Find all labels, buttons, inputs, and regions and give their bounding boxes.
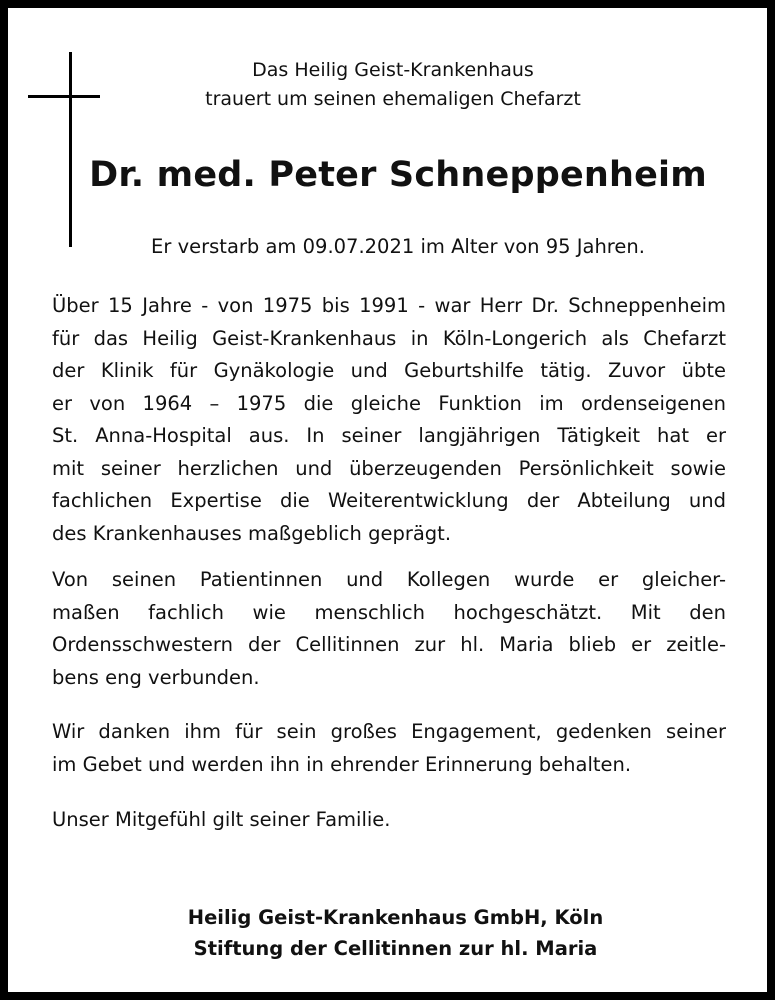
text-line: Über 15 Jahre - von 1975 bis 1991 - war Herr Dr. Schneppenheim <box>52 294 726 317</box>
text-line: Wir danken ihm für sein großes Engagement, gedenken seiner <box>52 720 726 743</box>
paragraph-career <box>52 290 726 550</box>
signature-line-1: Heilig Geist-Krankenhaus GmbH, Köln <box>187 906 604 929</box>
paragraph-esteem <box>52 564 726 694</box>
text-line: im Gebet und werden ihn in ehrender Erinnerung behalten. <box>52 752 632 776</box>
paragraph-thanks <box>52 716 726 781</box>
text-line: fachlichen Expertise die Weiterentwicklung der Abteilung und <box>52 489 726 512</box>
text-line: der Klinik für Gynäkologie und Geburtshilfe tätig. Zuvor übte <box>52 359 726 382</box>
text-line: er von 1964 – 1975 die gleiche Funktion im ordenseigenen <box>52 391 726 415</box>
text-line: mit seiner herzlichen und überzeugenden Persönlichkeit sowie <box>52 456 726 480</box>
text-line: maßen fachlich wie menschlich hochgeschätzt. Mit den <box>52 600 726 624</box>
text-line: Unser Mitgefühl gilt seiner Familie. <box>52 808 391 831</box>
intro-line-2: trauert um seinen ehemaligen Chefarzt <box>205 88 581 110</box>
death-note: Er verstarb am 09.07.2021 im Alter von 95 Jahren. <box>151 235 645 258</box>
deceased-name: Dr. med. Peter Schneppenheim <box>89 155 707 195</box>
text-line: St. Anna-Hospital aus. In seiner langjährigen Tätigkeit hat er <box>52 424 726 447</box>
intro-line-1: Das Heilig Geist-Krankenhaus <box>252 59 534 81</box>
text-line: bens eng verbunden. <box>52 665 260 689</box>
signature-line-2: Stiftung der Cellitinnen zur hl. Maria <box>193 937 598 960</box>
text-line: Ordensschwestern der Cellitinnen zur hl. Maria blieb er zeitle- <box>52 633 726 656</box>
text-line: des Krankenhauses maßgeblich geprägt. <box>52 521 452 545</box>
paragraph-condolence <box>52 804 726 837</box>
text-line: für das Heilig Geist-Krankenhaus in Köln-Longerich als Chefarzt <box>52 326 726 350</box>
text-line: Von seinen Patientinnen und Kollegen wurde er gleicher- <box>52 568 726 591</box>
cross-icon-bar <box>28 95 100 98</box>
